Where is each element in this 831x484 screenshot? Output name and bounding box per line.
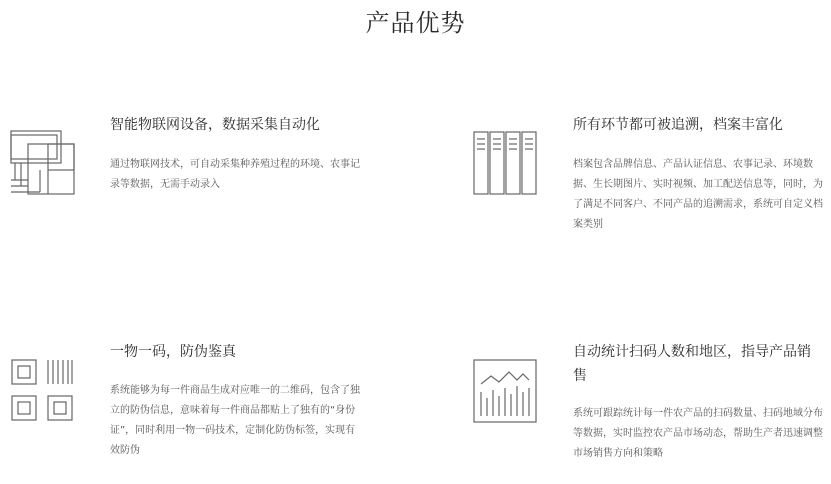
archive-books-icon bbox=[473, 130, 539, 196]
feature-description: 系统可跟踪统计每一件农产品的扫码数量、扫码地域分布等数据，实时监控农产品市场动态，帮助生产者迅速调整市场销售方向和策略 bbox=[573, 408, 823, 459]
feature-title: 自动统计扫码人数和地区，指导产品销售 bbox=[573, 344, 811, 384]
qr-code-icon bbox=[10, 358, 76, 424]
feature-iot-automation bbox=[0, 110, 415, 230]
feature-description: 系统能够为每一件商品生成对应唯一的二维码，包含了独立的防伪信息，意味着每一件商品都贴上了独有的“身份证”，同时利用一物一码技术，定制化防伪标签，实现有效防伪 bbox=[110, 385, 360, 456]
statistics-chart-icon bbox=[473, 358, 539, 424]
feature-description: 档案包含品牌信息、产品认证信息、农事记录、环境数据、生长期图片、实时视频、加工配送信息等，同时，为了满足不同客户、不同产品的追溯需求，系统可自定义档案类别 bbox=[573, 159, 823, 230]
feature-scan-statistics bbox=[415, 338, 831, 478]
feature-title: 智能物联网设备，数据采集自动化 bbox=[110, 117, 320, 133]
page-title: 产品优势 bbox=[365, 9, 466, 37]
feature-title: 一物一码，防伪鉴真 bbox=[110, 344, 236, 360]
feature-description: 通过物联网技术，可自动采集种养殖过程的环境、农事记录等数据，无需手动录入 bbox=[110, 159, 360, 190]
iot-device-icon bbox=[10, 130, 76, 196]
feature-anti-counterfeit bbox=[0, 338, 415, 478]
feature-title: 所有环节都可被追溯，档案丰富化 bbox=[573, 117, 783, 133]
feature-traceability bbox=[415, 110, 831, 250]
